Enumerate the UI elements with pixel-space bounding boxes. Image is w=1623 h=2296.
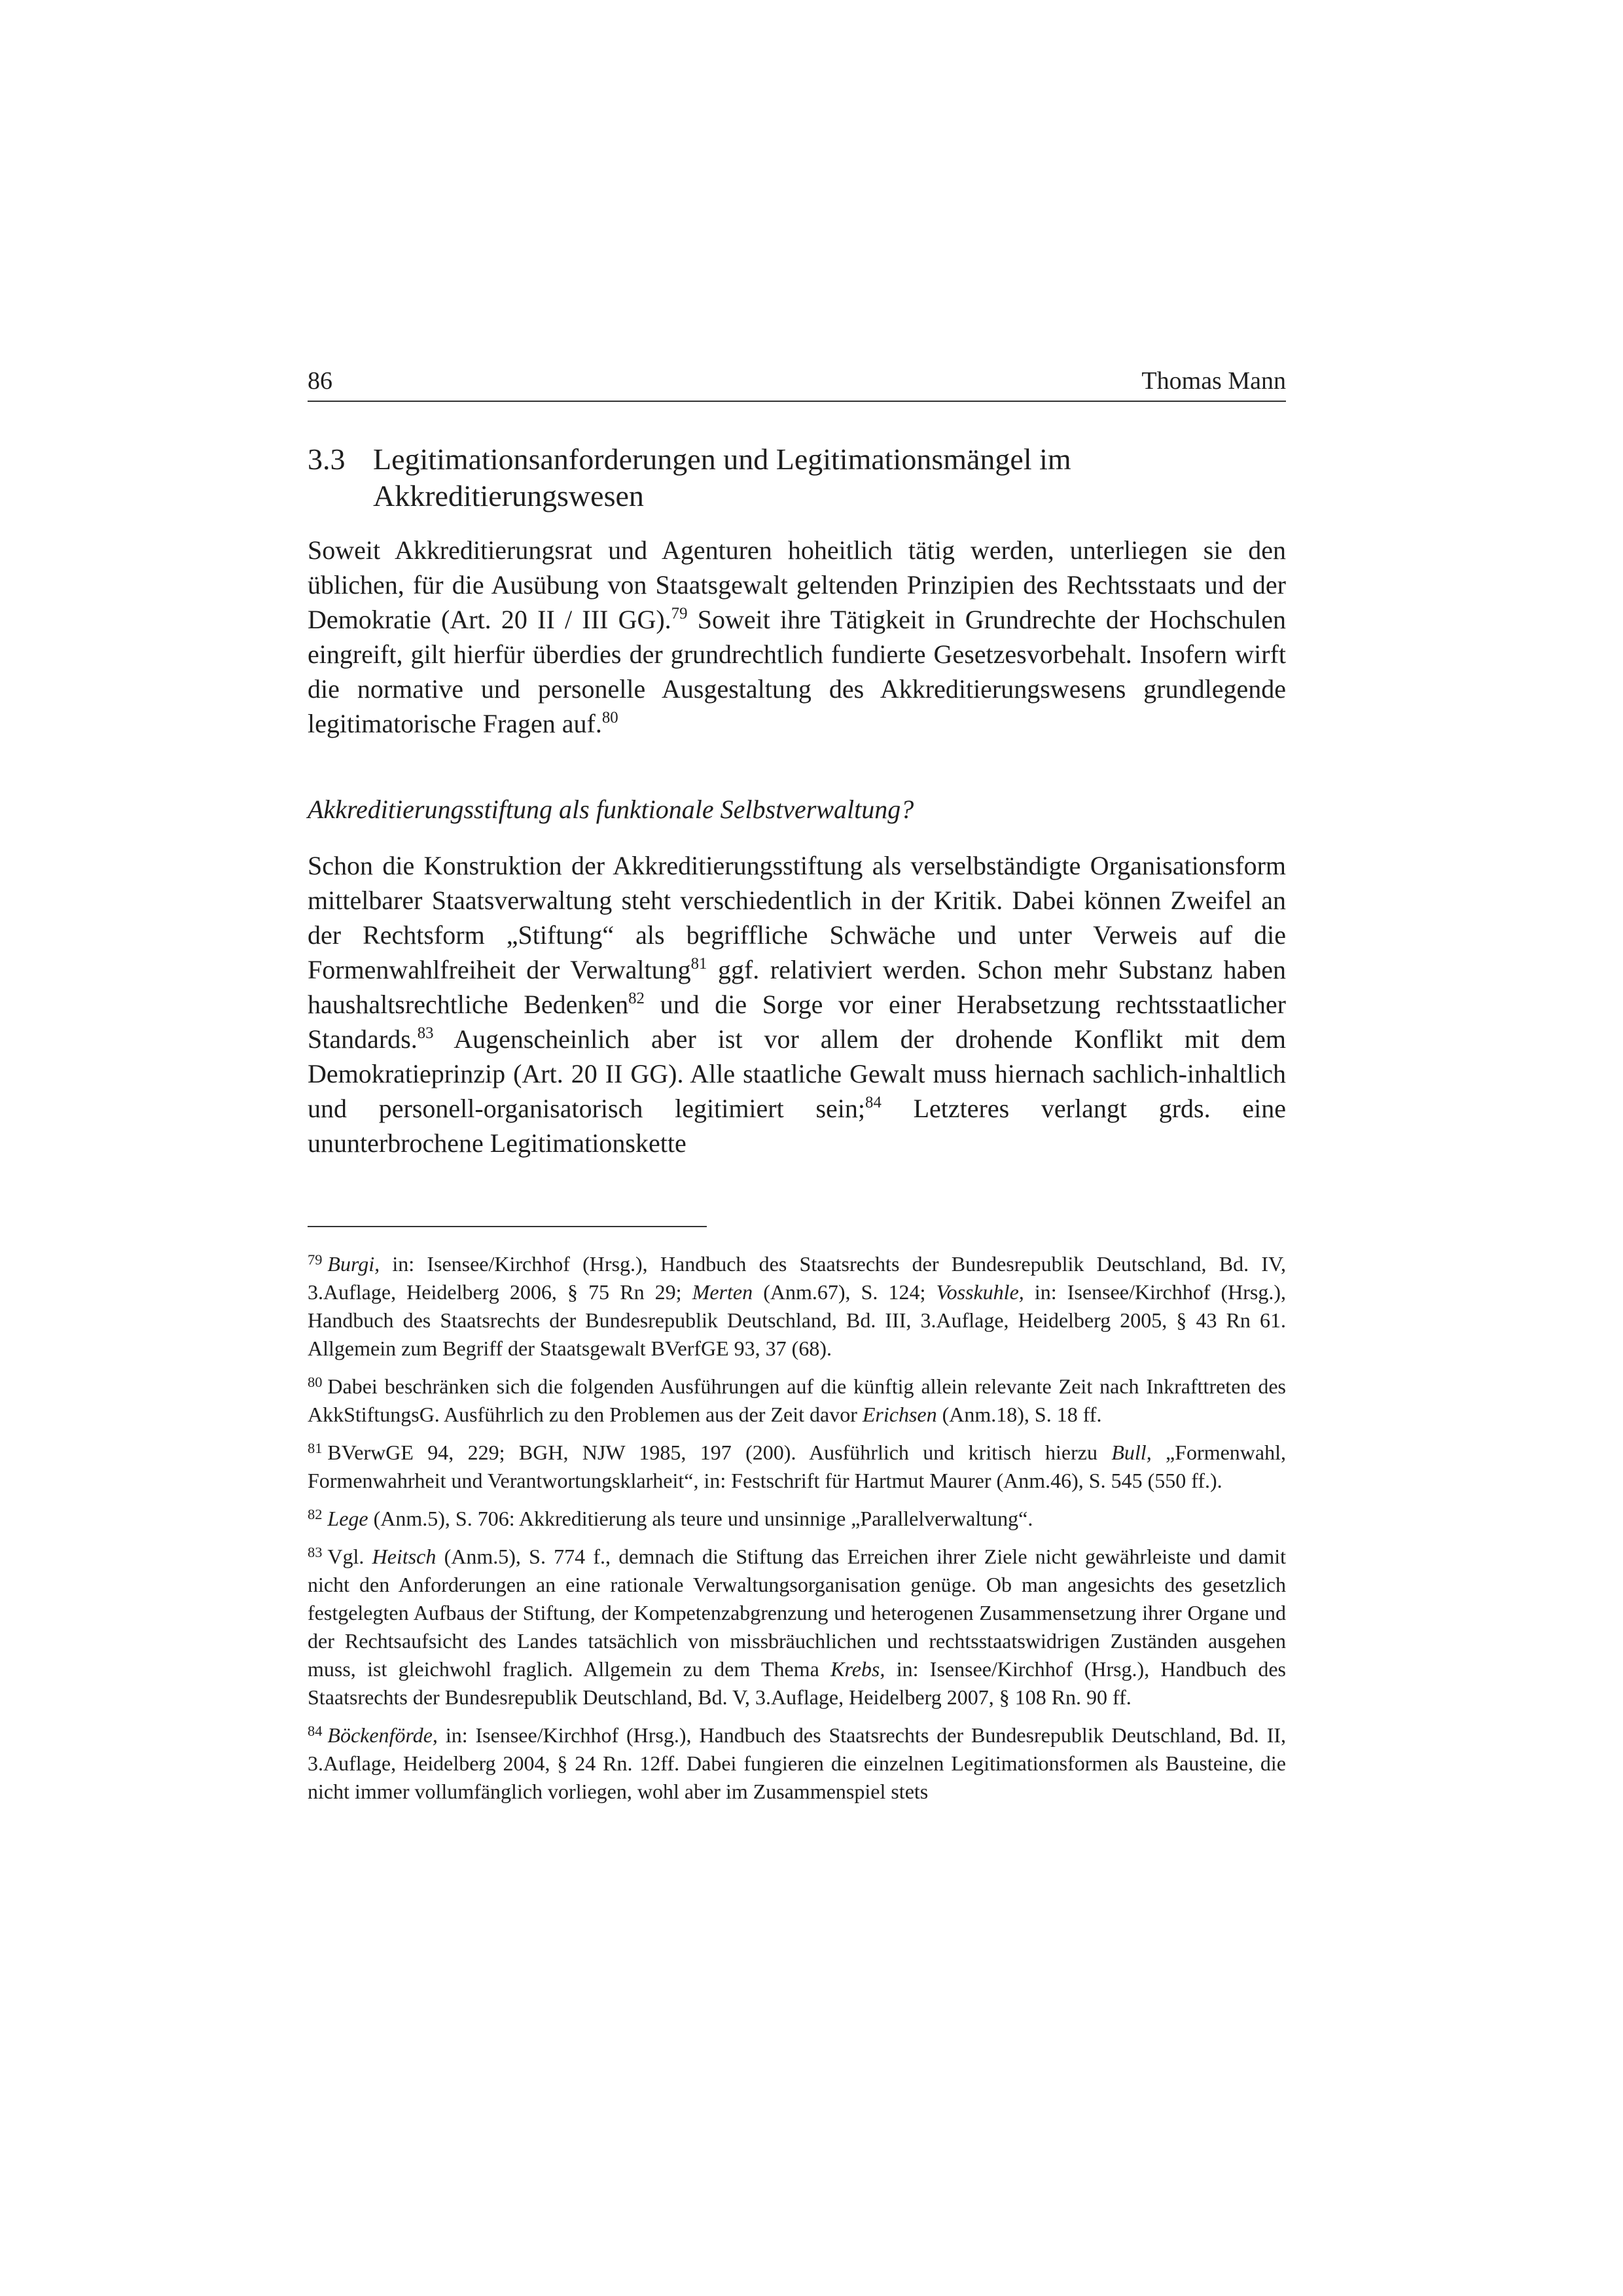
body-paragraph-2 — [308, 848, 1286, 1160]
cited-author: Bull, — [1111, 1441, 1152, 1465]
cited-author: Krebs, — [830, 1657, 885, 1681]
footnote-82 — [308, 1500, 1286, 1533]
paragraph-text: Soweit ihre Tätigkeit in Grundrechte der Hochschulen eingreift, gilt hierfür überdies der grundrechtlich fundierte Gesetzesvorbehalt. Insofern wirft die normative und personelle Ausgestaltung des Akkreditierungswesens grundlegende legitimatorische Fragen auf. — [308, 605, 1286, 738]
cited-author: Vosskuhle, — [936, 1280, 1024, 1304]
subheading: Akkreditierungsstiftung als funktionale Selbstverwaltung? — [308, 795, 914, 824]
footnote-text: Vgl. — [327, 1545, 372, 1569]
footnote-81 — [308, 1434, 1286, 1495]
footnote-number: 82 — [308, 1506, 323, 1523]
footnote-ref-81[interactable]: 81 — [690, 955, 707, 973]
footnote-ref-80[interactable]: 80 — [601, 709, 618, 727]
book-page — [308, 367, 1286, 1811]
footnote-text: „Formenwahl, Formenwahrheit und Verantwortungsklarheit“, in: Festschrift für Hartmut Maurer (Anm.46), S. 545 (550 ff.). — [308, 1441, 1287, 1493]
paragraph-text: und die Sorge vor einer Herabsetzung rechtsstaatlicher Standards. — [308, 990, 1286, 1054]
footnote-ref-84[interactable]: 84 — [865, 1094, 882, 1112]
cited-author: Burgi, — [327, 1252, 380, 1276]
footnote-text: in: Isensee/Kirchhof (Hrsg.), Handbuch des Staatsrechts der Bundesrepublik Deutschland, Bd. III, 3.Auflage, Heidelberg 2005, § 43 Rn 61. Allgemein zum Begriff der Staatsgewalt BVerfGE 93, 37 (68). — [308, 1280, 1287, 1361]
footnote-number: 80 — [308, 1374, 323, 1391]
running-head-author: Thomas Mann — [1141, 367, 1286, 395]
paragraph-text: Soweit Akkreditierungsrat und Agenturen hoheitlich tätig werden, unterliegen sie den üblichen, für die Ausübung von Staatsgewalt geltenden Prinzipien des Rechtsstaats und der Demokratie (Art. 20 II / III GG). — [308, 535, 1286, 634]
footnote-ref-83[interactable]: 83 — [417, 1024, 434, 1043]
footnote-text: in: Isensee/Kirchhof (Hrsg.), Handbuch des Staatsrechts der Bundesrepublik Deutschland, Bd. II, 3.Auflage, Heidelberg 2004, § 24 Rn. 12ff. Dabei fungieren die einzelnen Legitimationsformen als Bausteine, die nicht immer vollumfänglich vorliegen, wohl aber im Zusammenspiel stets — [308, 1723, 1286, 1804]
paragraph-text: Augenscheinlich aber ist vor allem der drohende Konflikt mit dem Demokratieprinzip (Art. 20 II GG). Alle staatliche Gewalt muss hiernach sachlich-inhaltlich und personell-organisatorisch legitimiert sein; — [308, 1024, 1286, 1123]
cited-author: Lege — [327, 1507, 368, 1531]
section-title: Legitimationsanforderungen und Legitimationsmängel im Akkreditierungswesen — [373, 442, 1071, 512]
footnote-text: in: Isensee/Kirchhof (Hrsg.), Handbuch des Staatsrechts der Bundesrepublik Deutschland, Bd. V, 3.Auflage, Heidelberg 2007, § 108 Rn. 90 ff. — [308, 1657, 1287, 1710]
page-number: 86 — [308, 367, 332, 395]
footnote-ref-79[interactable]: 79 — [671, 605, 688, 623]
paragraph-text: Letzteres verlangt grds. eine ununterbrochene Legitimationskette — [308, 1094, 1287, 1158]
footnote-text: (Anm.67), S. 124; — [753, 1280, 936, 1304]
footnote-text: (Anm.5), S. 774 f., demnach die Stiftung das Erreichen ihrer Ziele nicht gewährleiste und damit nicht den Anforderungen an eine rationale Verwaltungsorganisation genüge. Ob man angesichts des gesetzlich festgelegten Aufbaus der Stiftung, der Kompetenzabgrenzung und heterogenen Zusammensetzung ihrer Organe und der Rechtsaufsicht des Landes tatsächlich von missbräuchlichen und rechtsstaatswidrigen Zuständen ausgehen muss, ist gleichwohl fraglich. Allgemein zu dem Thema — [308, 1545, 1287, 1681]
running-head — [308, 367, 1286, 402]
footnote-number: 84 — [308, 1723, 323, 1740]
footnote-number: 79 — [308, 1251, 323, 1268]
footnote-number: 83 — [308, 1544, 323, 1561]
footnote-text: (Anm.18), S. 18 ff. — [936, 1403, 1102, 1427]
section-number: 3.3 — [308, 442, 346, 476]
footnote-80 — [308, 1368, 1286, 1429]
paragraph-text: Schon die Konstruktion der Akkreditierungsstiftung als verselbständigte Organisationsform mittelbarer Staatsverwaltung steht verschiedentlich in der Kritik. Dabei können Zweifel an der Rechtsform „Stiftung“ als begriffliche Schwäche und unter Verweis auf die Formenwahlfreiheit der Verwaltung — [308, 851, 1286, 984]
footnote-ref-82[interactable]: 82 — [628, 990, 645, 1008]
footnote-text: in: Isensee/Kirchhof (Hrsg.), Handbuch des Staatsrechts der Bundesrepublik Deutschland, Bd. IV, 3.Auflage, Heidelberg 2006, § 75 Rn 29; — [308, 1252, 1286, 1304]
footnote-83 — [308, 1538, 1286, 1712]
footnote-separator — [308, 1226, 707, 1227]
section-heading — [308, 441, 1286, 514]
cited-author: Böckenförde, — [327, 1723, 438, 1748]
footnote-text: (Anm.5), S. 706: Akkreditierung als teure und unsinnige „Parallelverwaltung“. — [368, 1507, 1033, 1531]
cited-author: Heitsch — [372, 1545, 437, 1569]
footnote-text: Dabei beschränken sich die folgenden Ausführungen auf die künftig allein relevante Zeit nach Inkrafttreten des AkkStiftungsG. Ausführlich zu den Problemen aus der Zeit davor — [308, 1374, 1286, 1427]
footnote-79 — [308, 1246, 1286, 1363]
footnotes — [308, 1246, 1286, 1806]
cited-author: Erichsen — [862, 1403, 937, 1427]
body-paragraph-1 — [308, 533, 1286, 741]
footnote-text: BVerwGE 94, 229; BGH, NJW 1985, 197 (200). Ausführlich und kritisch hierzu — [327, 1441, 1112, 1465]
cited-author: Merten — [692, 1280, 753, 1304]
footnote-84 — [308, 1717, 1286, 1806]
footnote-number: 81 — [308, 1440, 323, 1457]
paragraph-text: ggf. relativiert werden. Schon mehr Substanz haben haushaltsrechtliche Bedenken — [308, 955, 1287, 1019]
